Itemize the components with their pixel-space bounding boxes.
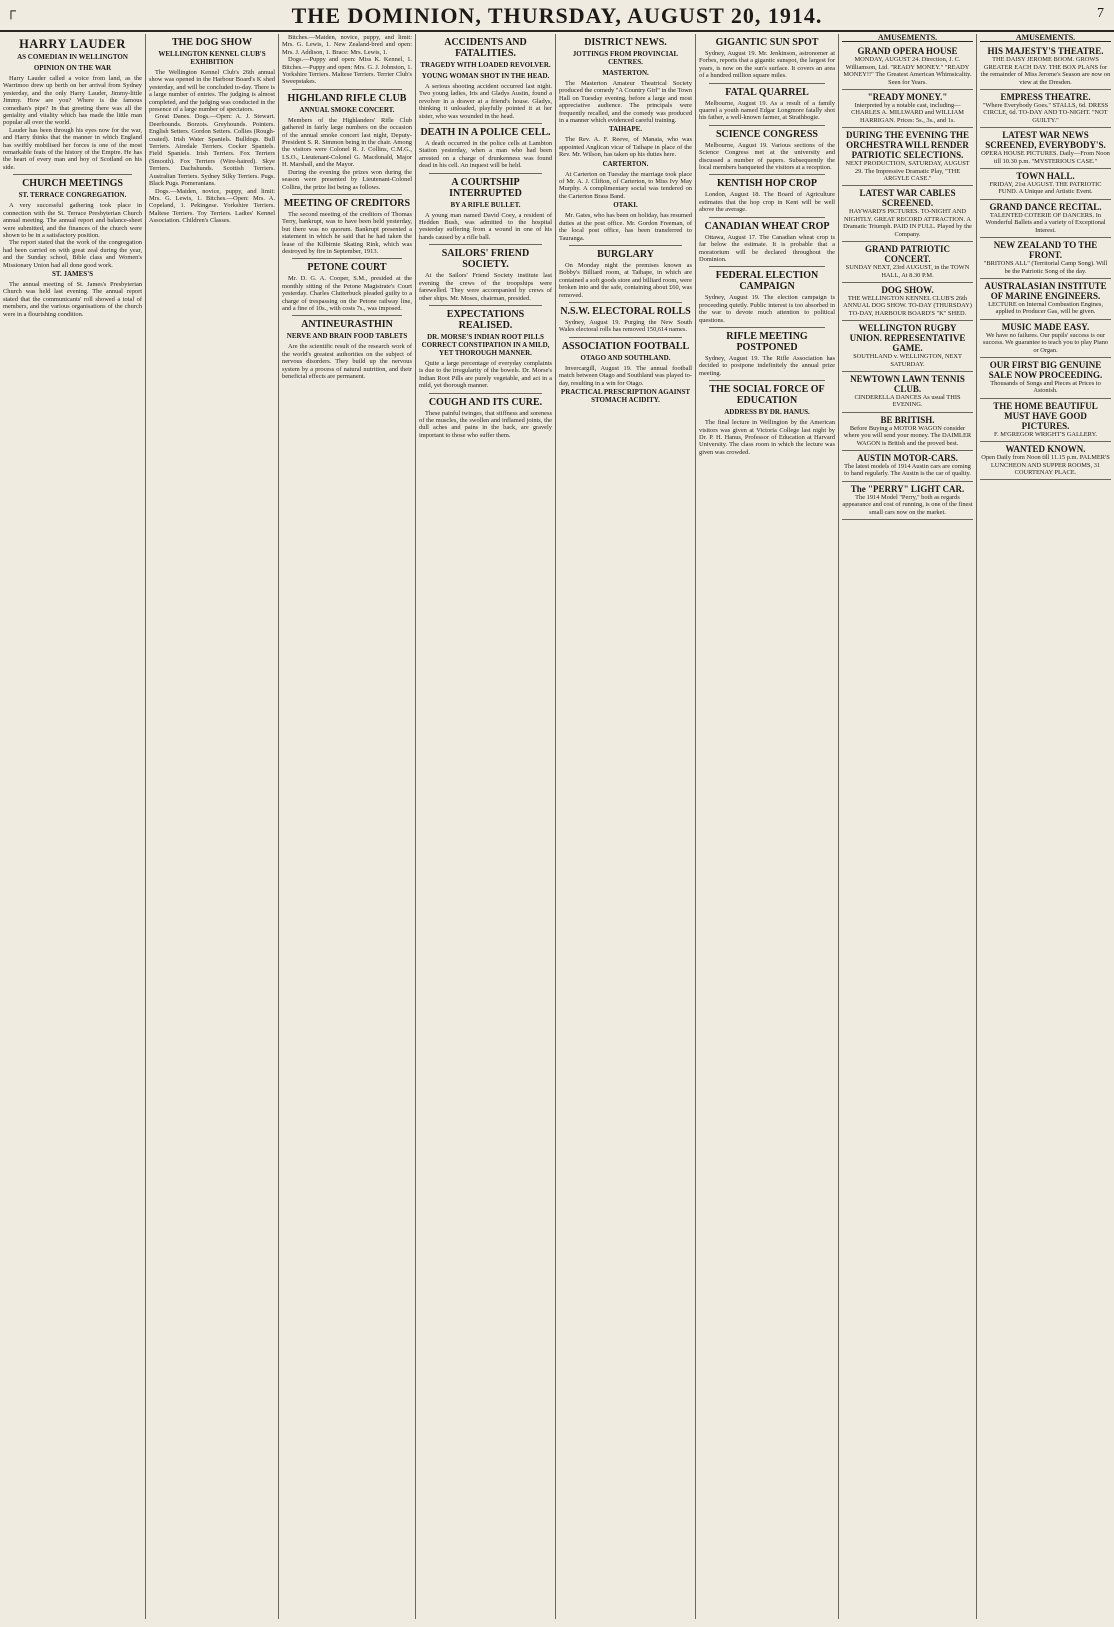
article-headline: CHURCH MEETINGS xyxy=(22,178,123,190)
column-rule xyxy=(709,125,825,126)
article-headline: N.S.W. ELECTORAL ROLLS xyxy=(560,305,691,317)
advertisement-body: The 1914 Model "Perry," both as regards appearance and cost of running, is one of the finest small cars now on the market. xyxy=(842,493,973,516)
article-subhead: YOUNG WOMAN SHOT IN THE HEAD. xyxy=(421,72,550,80)
column-rule xyxy=(709,217,825,218)
article-headline: SAILORS' FRIEND SOCIETY. xyxy=(441,248,530,271)
advertisement-title: DOG SHOW. xyxy=(881,284,934,295)
article-paragraph: During the evening the prizes won during the season were presented by Lieutenant-Colonel Collins, the prize list being as follows. xyxy=(282,168,412,191)
article-headline: EXPECTATIONS REALISED. xyxy=(446,308,525,331)
article-paragraph: Dogs.—Maiden, novice, puppy, and limit: Mrs. G. Lewis, 1. Bitches.—Open: Mrs. A. Copeland, 1. Pekingese. Yorkshire Terriers. Maltese Terriers. Toy Terriers. Ladies' Kennel Association. Children's Classes. xyxy=(149,187,275,225)
advertisement xyxy=(980,90,1111,128)
column-rule xyxy=(569,337,682,338)
article-paragraph: Quite a large percentage of everyday complaints is due to the irregularity of the bowels. Dr. Morse's Indian Root Pills are purely vegetable, and act in a mild, yet thorough manner. xyxy=(419,359,552,390)
advertisement-body: We have no failures. Our pupils' success is our success. We guarantee to teach you to play Piano or Organ. xyxy=(982,331,1109,354)
article-headline: ANTINEURASTHIN xyxy=(301,319,393,331)
article-paragraph: The final lecture in Wellington by the American visitors was given at Victoria College last night by Dr. P. H. Hanus, Professor of Education at Harvard University. The class room in which the lecture was given was crowded. xyxy=(699,419,835,456)
article-subhead: AS COMEDIAN IN WELLINGTON xyxy=(17,53,128,61)
article-subhead: BY A RIFLE BULLET. xyxy=(450,200,521,209)
column-rule xyxy=(429,305,542,306)
advertisement-body: FRIDAY, 21st AUGUST. THE PATRIOTIC FUND. A Unique and Artistic Event. xyxy=(989,181,1102,196)
article-headline: MEETING OF CREDITORS xyxy=(283,197,411,209)
advertisement-title: NEW ZEALAND TO THE FRONT. xyxy=(993,240,1098,261)
article-headline: RIFLE MEETING POSTPONED xyxy=(726,330,808,353)
advertisement-title: The "PERRY" LIGHT CAR. xyxy=(850,483,965,494)
article-subhead: TRAGEDY WITH LOADED REVOLVER. xyxy=(420,61,551,69)
column-4 xyxy=(415,34,555,1619)
article-paragraph: Lauder has been through his eyes now for the war, and Harry thinks that the manner in which England has swiftly mobilised her forces is one of the most remarkable feats of the history of the Empire. He has the heart of every man and boy of Scotland on his side. xyxy=(3,126,142,171)
article-headline: COUGH AND ITS CURE. xyxy=(428,396,543,408)
article-paragraph: Sydney, August 19. The Rifle Association has decided to postpone indefinitely the annual prize meeting. xyxy=(699,354,835,377)
advertisement xyxy=(842,90,973,128)
advertisement-body: The latest models of 1914 Austin cars are coming to hand regularly. The Austin is the car of quality. xyxy=(844,462,971,478)
advertisement xyxy=(980,358,1111,399)
article-paragraph: London, August 18. The Board of Agriculture estimates that the hop crop in Kent will be well above the average. xyxy=(699,191,835,214)
column-rule xyxy=(429,244,542,245)
article-paragraph: The second meeting of the creditors of Thomas Terry, bankrupt, was to have been held yesterday, but there was no quorum. Bankrupt presented a statement in which he said that he had taken the lease of the Kilbirnie Skating Rink, which was destroyed by fire in September, 1913. xyxy=(282,210,412,255)
advertisement-title: LATEST WAR CABLES SCREENED. xyxy=(859,188,956,209)
column-rule xyxy=(709,174,825,175)
article-subhead: ANNUAL SMOKE CONCERT. xyxy=(299,105,395,114)
masthead xyxy=(0,0,1114,32)
article-paragraph: Melbourne, August 19. As a result of a family quarrel a youth named Edgar Longmore fatally shot his father, a well-known farmer, at Strathbogie. xyxy=(699,99,835,122)
article-headline: FATAL QUARREL xyxy=(725,86,809,98)
advertisement-title: HIS MAJESTY'S THEATRE. xyxy=(987,46,1104,57)
advertisement-title: EMPRESS THEATRE. xyxy=(1000,92,1091,103)
column-rule xyxy=(569,245,682,246)
advertisement xyxy=(980,442,1111,480)
article-paragraph: The Masterton Amateur Theatrical Society produced the comedy "A Country Girl" in the Town Hall on Tuesday evening, before a large and most appreciative audience. The principals were frequently recalled, and the comedy was produced in a manner which evidenced careful training. xyxy=(559,80,692,125)
advertisement-title: BE BRITISH. xyxy=(880,414,935,425)
advertisement-title: WELLINGTON RUGBY UNION. REPRESENTATIVE GAME. xyxy=(849,323,966,354)
article-paragraph: A very successful gathering took place in connection with the St. Terrace Presbyterian Church annual meeting. The annual report and balance-sheet were submitted, and the finances of the church were shown to be in a satisfactory position. xyxy=(3,202,142,239)
article-paragraph: Dogs.—Puppy and open: Miss K. Kennel, 1. Bitches.—Puppy and open: Mrs. G. J. Johnston, 1. Yorkshire Terriers. Maltese Terriers. Terrier Club's Sweepstakes. xyxy=(282,56,412,86)
article-paragraph: Are the scientific result of the research work of the world's greatest authorities on the subject of nervous disorders. They build up the nervous system by a process of natural nutrition, and their beneficial effects are permanent. xyxy=(282,343,412,380)
advertisement-title: GRAND OPERA HOUSE xyxy=(857,46,958,57)
column-1 xyxy=(0,34,145,1619)
advertisement-body: Open Daily from Noon till 11.15 p.m. PALMER'S LUNCHEON AND SUPPER ROOMS, 31 COURTENAY PLACE. xyxy=(981,454,1110,476)
advertisement-body: THE WELLINGTON KENNEL CLUB'S 26th ANNUAL DOG SHOW. TO-DAY (THURSDAY) TO-DAY, HARBOUR BOARD'S "K" SHED. xyxy=(843,294,972,317)
column-rule xyxy=(292,89,402,90)
column-3 xyxy=(278,34,415,1619)
advertisement-body: Thousands of Songs and Pieces at Prices to Astonish. xyxy=(990,379,1101,395)
advertisement xyxy=(980,320,1111,358)
advertisement xyxy=(842,242,973,283)
column-rule xyxy=(709,380,825,381)
advertisement-body: HAYWARD'S PICTURES. TO-NIGHT AND NIGHTLY. GREAT RECORD ATTRACTION. A Dramatic Triumph. PAID IN FULL. Played by the Company. xyxy=(843,208,972,238)
article-paragraph: On Monday night the premises known as Bobby's Billiard room, at Taihape, in which are contained a soft goods store and billiard room, were broken into and the safe, containing about £60, was removed. xyxy=(559,261,692,299)
advertisement xyxy=(980,169,1111,200)
article-subhead: ST. TERRACE CONGREGATION. xyxy=(18,191,127,200)
article-subhead: PRACTICAL PRESCRIPTION AGAINST STOMACH ACIDITY. xyxy=(560,387,691,404)
article-subhead: TAIHAPE. xyxy=(608,125,643,134)
column-rule xyxy=(429,123,542,124)
article-paragraph: Mr. Gates, who has been on holiday, has resumed duties at the post office. Mr. Gordon Freeman, of the local post office, has been transferred to Tauranga. xyxy=(559,212,692,242)
column-rule xyxy=(292,315,402,316)
article-paragraph: Melbourne, August 19. Various sections of the Science Congress met at the university and discussed a number of papers. Subsequently the local members banqueted the visitors at a reception. xyxy=(699,141,835,172)
advertisement xyxy=(842,186,973,242)
article-paragraph: The Wellington Kennel Club's 26th annual show was opened in the Harbour Board's K shed yesterday, and will be concluded to-day. There is a large number of entries. The judging is almost completed, and the judging was conducted in the presence of a large number of spectators. xyxy=(149,69,275,114)
advertisement-body: LECTURE on Internal Combustion Engines, applied to Producer Gas, will be given. xyxy=(988,300,1103,316)
page-number: 7 xyxy=(1097,6,1104,21)
article-paragraph: A young man named David Coey, a resident of Hedden Bush, was admitted to the hospital yesterday suffering from a wound in one of his hands caused by a rifle ball. xyxy=(419,211,552,241)
advertisement xyxy=(842,321,973,372)
advertisement xyxy=(842,128,973,186)
advertisement-body: "BRITONS ALL" (Territorial Camp Song). Will be the Patriotic Song of the day. xyxy=(983,260,1108,275)
advertisement-title: WANTED KNOWN. xyxy=(1005,444,1086,455)
column-rule xyxy=(292,258,402,259)
advertisement xyxy=(980,279,1111,320)
advertisement-body: TALENTED COTERIE OF DANCERS. In Wonderful Ballets and a variety of Exceptional Interest. xyxy=(985,211,1106,234)
article-headline: THE SOCIAL FORCE OF EDUCATION xyxy=(709,384,825,407)
advertisement-title: THE HOME BEAUTIFUL MUST HAVE GOOD PICTURES. xyxy=(993,400,1098,431)
advertisement xyxy=(842,482,973,520)
advertisement-body: CINDERELLA DANCES As usual THIS EVENING. xyxy=(854,393,961,409)
article-headline: DISTRICT NEWS. xyxy=(584,37,667,48)
article-subhead: DR. MORSE'S INDIAN ROOT PILLS CORRECT CONSTIPATION IN A MILD, YET THOROUGH MANNER. xyxy=(421,332,550,357)
article-headline: GIGANTIC SUN SPOT xyxy=(715,37,819,48)
article-subhead: OPINION ON THE WAR xyxy=(33,64,112,72)
article-headline: SCIENCE CONGRESS xyxy=(716,128,818,140)
advertisement xyxy=(980,399,1111,442)
advertisement xyxy=(980,200,1111,238)
advertisement xyxy=(842,44,973,90)
column-rule xyxy=(569,302,682,303)
article-subhead: MASTERTON. xyxy=(602,69,649,77)
article-headline: ACCIDENTS AND FATALITIES. xyxy=(444,37,527,59)
newspaper-title: THE DOMINION, THURSDAY, AUGUST 20, 1914. xyxy=(291,3,823,28)
advertisement-body: MONDAY, AUGUST 24. Direction, J. C. Williamson, Ltd. "READY MONEY." "READY MONEY!!" The Greatest American Whimsicality. Seen for Years. xyxy=(843,56,972,86)
article-paragraph: These painful twinges, that stiffness and soreness of the muscles, the swollen and inflamed joints, the dull aches and pains in the back, are gravely important to those who suffer them. xyxy=(419,409,552,439)
article-headline: HIGHLAND RIFLE CLUB xyxy=(287,92,407,104)
advertisement-body: THE DAISY JEROME BOOM. GROWS GREATER EACH DAY. THE BOX PLANS for the remainder of Miss Jerome's Season are now on view at the Dresden. xyxy=(980,56,1111,86)
advertisement xyxy=(842,283,973,321)
article-paragraph: Harry Lauder called a voice from land, as the Warrimoo drew up berth on her arrival from Sydney yesterday, and the only Harry Lauder, Jimmy-little Jimmy. How are you? Where is the famous comedian's pipe? In that greeting there was all the geniality and vitality which has made the little man popular all over the world. xyxy=(3,75,142,127)
column-rule xyxy=(13,174,132,175)
section-heading: AMUSEMENTS. xyxy=(980,34,1111,42)
article-paragraph: The report stated that the work of the congregation had been carried on with great zeal during the year, and the Sunday school, Bible class and Women's Missionary Union had all done good work. xyxy=(3,239,142,269)
advertisement-body: SOUTHLAND v. WELLINGTON, NEXT SATURDAY. xyxy=(853,353,962,368)
advertisement xyxy=(980,238,1111,279)
column-6 xyxy=(695,34,838,1619)
article-headline: CANADIAN WHEAT CROP xyxy=(704,220,830,232)
article-paragraph: A death occurred in the police cells at Lambton Station yesterday, when a man who had been arrested on a charge of drunkenness was found dead in his cell. An inquest will be held. xyxy=(419,140,552,170)
article-paragraph: Sydney, August 19. Purging the New South Wales electoral rolls has removed 150,614 names. xyxy=(559,318,692,334)
article-paragraph: At the Sailors' Friend Society institute last evening the crews of the troopships were farewelled. They were accompanied by crews of other ships. Mr. Moses, chairman, presided. xyxy=(419,272,552,302)
advertisement xyxy=(842,372,973,413)
article-paragraph: Sydney, August 19. The election campaign is proceeding quietly. Public interest is too absorbed in the war to devote much attention to political questions. xyxy=(699,294,835,324)
article-headline: THE DOG SHOW xyxy=(171,37,252,48)
advertisement-body: Before Buying a MOTOR WAGON consider where you will send your money. The DAIMLER WAGON is British and the proved best. xyxy=(843,424,972,447)
article-headline: KENTISH HOP CROP xyxy=(716,178,817,190)
advertisement-title: "READY MONEY." xyxy=(867,92,948,103)
article-paragraph: Members of the Highlanders' Rifle Club gathered in fairly large numbers on the occasion of the annual smoke concert last night, Deputy-President S. R. Simmon being in the chair. Among the visitors were Colonel R. J. Collins, C.M.G., I.S.O., Lieutenant-Colonel G. Macdonald, Major H. Marshall, and the Mayor. xyxy=(282,116,412,169)
advertisement-title: GRAND DANCE RECITAL. xyxy=(989,201,1102,212)
article-paragraph: Ottawa, August 17. The Canadian wheat crop is far below the estimate. It is probable that a moratorium will be declared throughout the Dominion. xyxy=(699,233,835,263)
article-headline: A COURTSHIP INTERRUPTED xyxy=(449,176,522,199)
article-subhead: JOTTINGS FROM PROVINCIAL CENTRES. xyxy=(572,50,679,66)
column-rule xyxy=(292,194,402,195)
article-headline: HARRY LAUDER xyxy=(19,37,126,51)
article-subhead: NERVE AND BRAIN FOOD TABLETS xyxy=(286,332,408,341)
article-subhead: WELLINGTON KENNEL CLUB'S EXHIBITION xyxy=(158,50,266,66)
article-subhead: ADDRESS BY DR. HANUS. xyxy=(724,408,810,417)
advertisement-title: OUR FIRST BIG GENUINE SALE NOW PROCEEDING. xyxy=(988,359,1103,380)
article-paragraph: Great Danes. Dogs.—Open: A. J. Stewart. Deerhounds. Borzois. Greyhounds. Pointers. English Setters. Gordon Setters. Collies (Rough-coated). Irish Water Spaniels. Bulldogs. Bull Terriers. Airedale Terriers. Cocker Spaniels. Field Spaniels. Irish Terriers. Fox Terriers (Smooth). Fox Terriers (Wire-haired). Skye Terriers. Dachshunds. Scottish Terriers. Australian Terriers. Sydney Silky Terriers. Pugs. Black Pugs. Pomeranians. xyxy=(149,113,275,188)
article-headline: BURGLARY xyxy=(597,248,654,260)
advertisement-body: "Where Everybody Goes." STALLS, 6d. DRESS CIRCLE, 6d. TO-DAY AND TO-NIGHT. "NOT GUILTY." xyxy=(982,102,1109,124)
advertisement-body: OPERA HOUSE PICTURES. Daily—From Noon till 10.30 p.m. "MYSTERIOUS CASE." xyxy=(981,150,1110,165)
article-paragraph: Bitches.—Maiden, novice, puppy, and limit: Mrs. G. Lewis, 1. New Zealand-bred and open: Mrs. J. Addison, 1. Brace: Mrs. Lewis, 1. xyxy=(282,34,412,56)
section-heading: AMUSEMENTS. xyxy=(842,34,973,42)
column-rule xyxy=(709,327,825,328)
column-rule xyxy=(429,393,542,394)
article-headline: FEDERAL ELECTION CAMPAIGN xyxy=(715,270,819,293)
advertisement-title: MUSIC MADE EASY. xyxy=(1001,321,1090,332)
article-subhead: OTAKI. xyxy=(613,201,638,210)
advertisement-body: NEXT PRODUCTION, SATURDAY, AUGUST 29. The Impressive Dramatic Play, "THE ARGYLE CASE." xyxy=(845,160,970,183)
advertisement-body: SUNDAY NEXT, 23rd AUGUST, in the TOWN HALL, At 8.30 P.M. xyxy=(845,264,970,279)
column-rule xyxy=(709,266,825,267)
advertisement xyxy=(842,413,973,451)
advertisement-title: TOWN HALL. xyxy=(1016,171,1075,182)
article-paragraph: A serious shooting accident occurred last night. Two young ladies, Iris and Gladys Austin, found a revolver in a drawer at a friend's house. Gladys, thinking it unloaded, playfully pointed it at her sister, who was wounded in the head. xyxy=(419,83,552,120)
column-2 xyxy=(145,34,278,1619)
article-paragraph: The annual meeting of St. James's Presbyterian Church was held last evening. The annual report stated that the communicants' roll showed a total of members, and the various organisations of the church were in a flourishing condition. xyxy=(3,280,142,318)
advertisement-title: NEWTOWN LAWN TENNIS CLUB. xyxy=(850,373,965,394)
article-subhead: OTAGO AND SOUTHLAND. xyxy=(580,353,671,362)
article-headline: DEATH IN A POLICE CELL. xyxy=(420,127,551,139)
article-headline: PETONE COURT xyxy=(307,262,387,274)
column-8 xyxy=(976,34,1114,1619)
advertisement-title: AUSTIN MOTOR-CARS. xyxy=(857,452,958,463)
column-rule xyxy=(709,83,825,84)
article-paragraph: Sydney, August 19. Mr. Jenkinson, astronomer at Forbes, reports that a gigantic sunspot, the largest for years, is now on the sun's surface. It covers an area of a hundred million square miles. xyxy=(699,50,835,80)
advertisement-title: AUSTRALASIAN INSTITUTE OF MARINE ENGINEERS. xyxy=(984,280,1107,301)
advertisement xyxy=(980,128,1111,169)
advertisement-title: GRAND PATRIOTIC CONCERT. xyxy=(865,244,950,265)
article-paragraph: Mr. D. G. A. Cooper, S.M., presided at the monthly sitting of the Petone Magistrate's Court yesterday. Charles Clutterbuck pleaded guilty to a charge of trespassing on the Petone railway line, and a fine of 10s., with costs 7s., was imposed. xyxy=(282,275,412,312)
column-7 xyxy=(838,34,976,1619)
corner-mark: ┌ xyxy=(6,4,16,19)
article-paragraph: At Carterton on Tuesday the marriage took place of Mr. A. J. Clifton, of Carterton, to Miss Ivy May Murphy. A complimentary social was tendered on the Carterton Brass Band. xyxy=(559,170,692,200)
advertisement xyxy=(980,44,1111,90)
advertisement-body: F. M'GREGOR WRIGHT'S GALLERY. xyxy=(994,430,1097,438)
advertisement-title: LATEST WAR NEWS SCREENED, EVERYBODY'S. xyxy=(985,130,1106,151)
article-subhead: CARTERTON. xyxy=(602,159,649,168)
article-subhead: ST. JAMES'S xyxy=(51,269,94,278)
article-headline: ASSOCIATION FOOTBALL xyxy=(561,340,690,352)
article-paragraph: The Rev. A. F. Reeve, of Manaia, who was appointed Anglican vicar of Taihape in place of the Rev. Mr. Wilson, has taken up his duties here. xyxy=(559,136,692,159)
column-rule xyxy=(429,173,542,174)
advertisement xyxy=(842,451,973,482)
advertisement-body: Interpreted by a notable cast, including—CHARLES A. MILLWARD and WILLIAM HARRIGAN. Prices: 5s., 3s., and 1s. xyxy=(851,102,964,124)
column-5 xyxy=(555,34,695,1619)
article-paragraph: Invercargill, August 19. The annual football match between Otago and Southland was played to-day, resulting in a win for Otago. xyxy=(559,364,692,387)
advertisement-title: DURING THE EVENING THE ORCHESTRA WILL RENDER PATRIOTIC SELECTIONS. xyxy=(846,130,969,161)
